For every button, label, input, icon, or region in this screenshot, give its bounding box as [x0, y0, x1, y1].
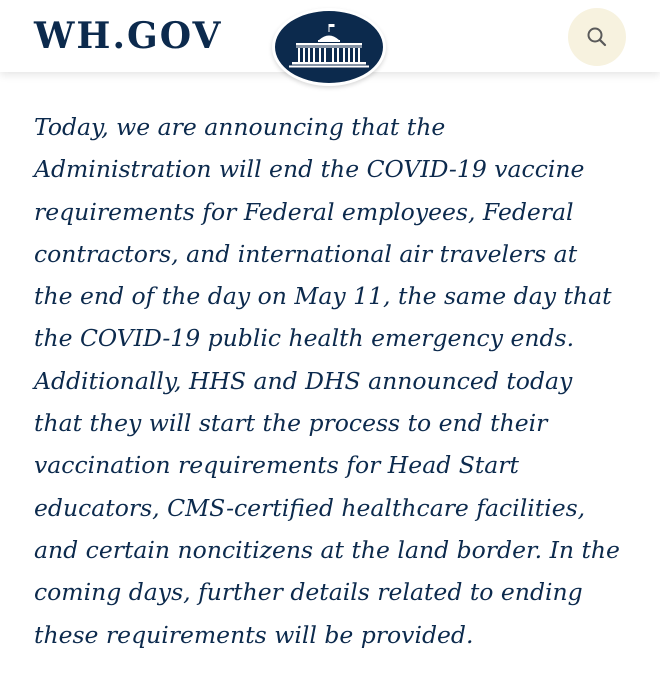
- article-line: the COVID-19 public health emergency ends.: [34, 324, 575, 353]
- article-line: Additionally, HHS and DHS announced today: [34, 366, 573, 395]
- article-line: contractors, and international air travelers at: [34, 239, 578, 268]
- white-house-building-icon: [284, 22, 374, 72]
- site-logo-link[interactable]: WH.GOV: [34, 15, 223, 57]
- article-line: Today, we are announcing that the: [34, 113, 446, 141]
- article-line: vaccination requirements for Head Start: [34, 451, 519, 480]
- article-body: [34, 106, 634, 656]
- article-line: requirements for Federal employees, Federal: [34, 197, 574, 226]
- search-button[interactable]: [568, 8, 626, 66]
- article-line: coming days, further details related to ending: [34, 578, 583, 607]
- article-line: these requirements will be provided.: [34, 620, 474, 649]
- article-line: that they will start the process to end their: [34, 409, 548, 438]
- article-line: and certain noncitizens at the land border. In the: [34, 535, 620, 564]
- white-house-seal-icon[interactable]: [272, 8, 386, 86]
- search-icon: [585, 25, 609, 49]
- site-header: [0, 0, 660, 72]
- article-paragraph: [34, 106, 634, 656]
- article-line: educators, CMS-certified healthcare facilities,: [34, 493, 586, 522]
- article-line: Administration will end the COVID-19 vaccine: [34, 155, 585, 184]
- article-line: the end of the day on May 11, the same day that: [34, 282, 612, 311]
